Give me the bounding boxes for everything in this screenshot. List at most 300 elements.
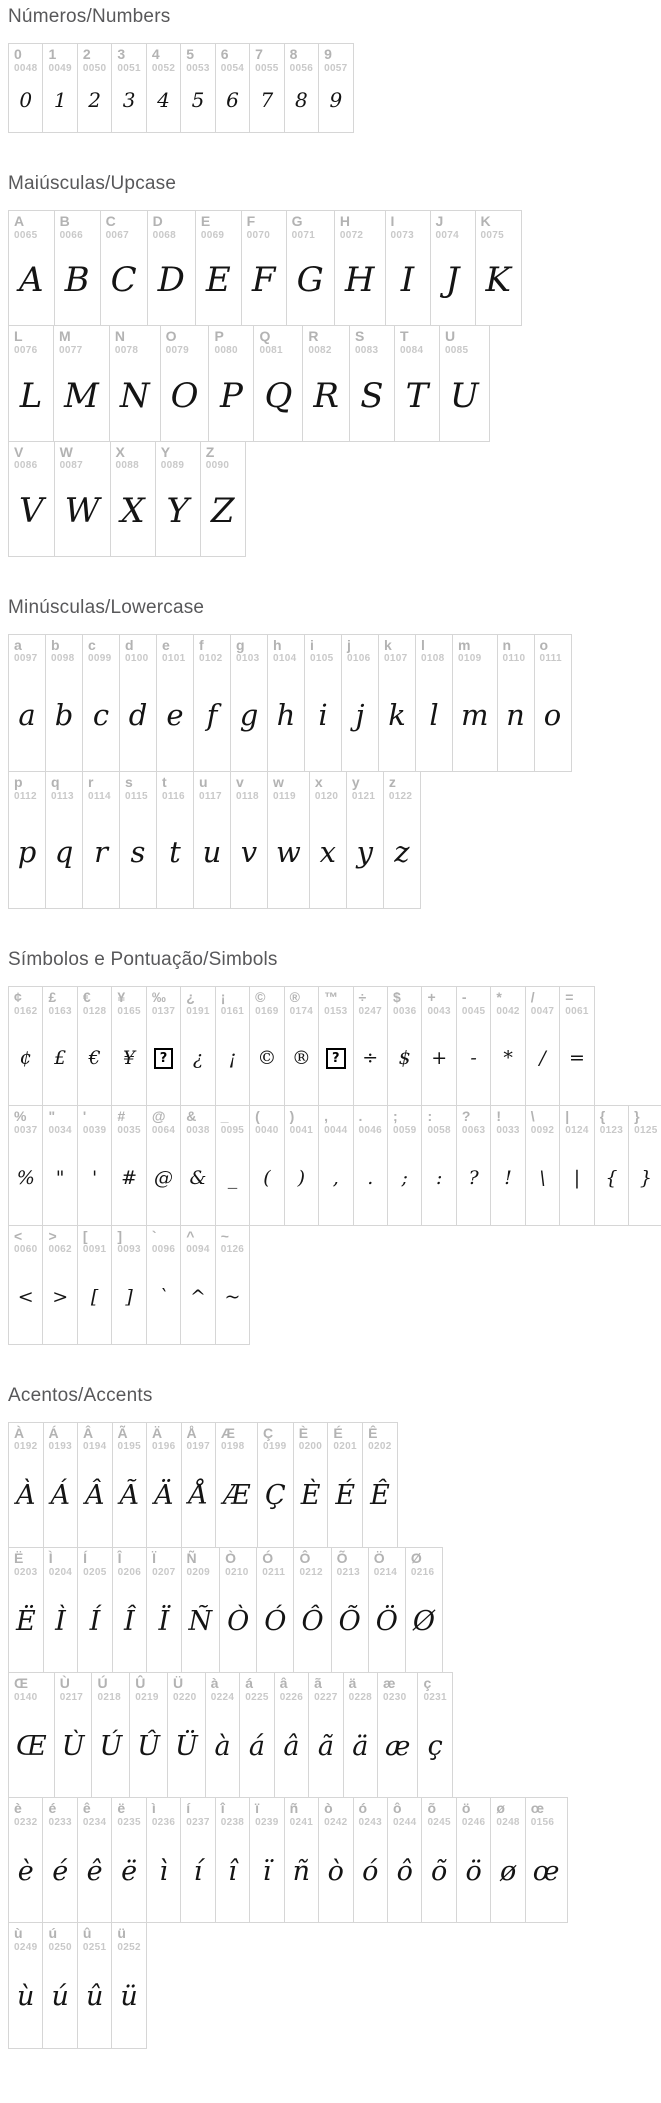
glyph-cell-header (535, 635, 571, 665)
glyph-cell (9, 1798, 42, 1922)
character-label: % (14, 1108, 27, 1125)
character-label: ê (82, 1800, 91, 1817)
character-code: 0121 (351, 790, 376, 802)
glyph-preview (44, 1578, 77, 1672)
glyph-row (8, 441, 246, 557)
character-label: Ô (299, 1549, 311, 1566)
character-code: 0232 (14, 1816, 38, 1828)
character-label: 8 (289, 46, 298, 62)
character-label: M (59, 328, 71, 345)
glyph-text: " (55, 1166, 65, 1189)
glyph-cell-header (9, 1226, 42, 1256)
glyph-text: ] (125, 1285, 133, 1308)
glyph-cell (387, 987, 421, 1105)
glyph-text: R (313, 375, 339, 416)
character-label: e (162, 636, 170, 653)
glyph-cell (239, 1673, 273, 1797)
character-label: * (496, 989, 502, 1006)
character-label: + (427, 989, 436, 1006)
glyph-cell-header (181, 1798, 214, 1828)
character-label: > (48, 1227, 57, 1244)
glyph-cell-header (491, 987, 524, 1017)
glyph-cell-header (285, 987, 318, 1017)
character-label: a (14, 636, 22, 653)
character-code: 0105 (310, 653, 334, 665)
character-code: 0251 (82, 1942, 107, 1954)
glyph-text: L (19, 375, 43, 416)
glyph-cell-header (43, 987, 76, 1017)
character-label: b (51, 636, 60, 653)
glyph-cell (193, 635, 230, 771)
glyph-cell (274, 1673, 308, 1797)
glyph-cell (77, 987, 111, 1105)
character-code: 0207 (152, 1566, 176, 1578)
glyph-cell-header (287, 211, 334, 241)
character-code: 0052 (151, 62, 176, 74)
glyph-cell-header (206, 1673, 239, 1703)
glyph-cell-header (9, 326, 53, 356)
character-label: î (220, 1800, 225, 1817)
glyph-text: { (605, 1166, 618, 1189)
character-code: 0066 (59, 229, 84, 241)
character-label: ® (289, 989, 300, 1006)
glyph-cell (9, 44, 42, 132)
character-code: 0055 (255, 62, 279, 74)
glyph-cell-header (231, 772, 267, 802)
character-code: 0119 (273, 790, 296, 802)
glyph-cell (346, 772, 383, 908)
character-code: 0106 (347, 653, 371, 665)
glyph-cell-header (350, 326, 394, 356)
glyph-text: J (445, 260, 460, 301)
character-code: 0046 (358, 1125, 382, 1136)
glyph-text: s (130, 835, 146, 870)
glyph-text: ; (401, 1166, 408, 1189)
character-label: k (384, 636, 392, 653)
glyph-text: l (429, 697, 439, 732)
character-code: 0081 (259, 345, 283, 357)
character-label: ù (14, 1925, 23, 1942)
glyph-cell-header (498, 635, 534, 665)
glyph-row (8, 1922, 147, 2048)
glyph-text: b (54, 697, 74, 732)
glyph-text: < (17, 1285, 34, 1308)
character-label: = (565, 989, 574, 1006)
glyph-cell-header (9, 1106, 42, 1136)
glyph-text: t (169, 835, 181, 870)
glyph-preview (491, 1828, 524, 1922)
glyph-preview (457, 1828, 490, 1922)
character-label: ¿ (186, 989, 195, 1006)
glyph-cell (318, 1106, 352, 1224)
character-label: m (458, 636, 471, 653)
glyph-cell (181, 1548, 220, 1672)
character-label: Ì (48, 1549, 53, 1566)
glyph-preview (431, 241, 475, 325)
glyph-cell-header (363, 1423, 397, 1453)
glyph-cell (42, 987, 76, 1105)
glyph-text: I (400, 260, 415, 301)
glyph-preview (9, 1017, 42, 1105)
glyph-preview (384, 802, 420, 908)
character-label: Í (83, 1549, 88, 1566)
glyph-cell-header (216, 1106, 249, 1136)
glyph-preview (161, 357, 209, 441)
character-label: J (435, 213, 444, 230)
glyph-text: ç (427, 1730, 443, 1762)
character-code: 0037 (14, 1125, 38, 1136)
glyph-text: Ó (264, 1605, 287, 1637)
character-code: 0056 (289, 62, 314, 74)
glyph-preview (9, 1703, 54, 1797)
glyph-cell-header (113, 1548, 146, 1578)
character-label: 6 (220, 46, 229, 62)
glyph-preview (216, 1017, 249, 1105)
glyph-cell (119, 772, 156, 908)
glyph-text: Ô (301, 1605, 324, 1637)
glyph-cell-header (181, 1106, 214, 1136)
glyph-text: 3 (122, 88, 136, 113)
glyph-cell-header (55, 1673, 92, 1703)
character-code: 0084 (399, 345, 424, 357)
glyph-cell-header (422, 1798, 455, 1828)
glyph-preview (78, 1453, 112, 1547)
character-code: 0054 (220, 62, 245, 74)
glyph-preview (148, 241, 195, 325)
glyph-preview (303, 357, 349, 441)
character-code: 0206 (117, 1566, 142, 1578)
glyph-preview (216, 1137, 249, 1225)
character-label: ò (324, 1800, 333, 1817)
glyph-text: Z (210, 490, 235, 531)
glyph-text: õ (431, 1855, 448, 1887)
glyph-cell (284, 1798, 318, 1922)
glyph-cell-header (354, 1798, 387, 1828)
glyph-preview (388, 1137, 421, 1225)
glyph-table (8, 43, 661, 133)
character-label: ` (151, 1227, 157, 1244)
glyph-cell (219, 1548, 256, 1672)
glyph-preview (491, 1137, 524, 1225)
glyph-cell-header (595, 1106, 628, 1136)
glyph-preview (9, 665, 45, 771)
glyph-text: € (88, 1047, 101, 1070)
character-code: 0040 (255, 1125, 279, 1136)
character-label: ñ (289, 1800, 299, 1817)
glyph-text: c (92, 697, 110, 732)
glyph-text: ï (262, 1855, 272, 1887)
character-label: H (339, 213, 350, 230)
glyph-text: à (214, 1730, 231, 1762)
glyph-cell (77, 1798, 111, 1922)
glyph-cell (327, 1423, 362, 1547)
glyph-preview (78, 1578, 111, 1672)
glyph-preview (457, 1017, 490, 1105)
glyph-cell-header (344, 1673, 377, 1703)
glyph-text: â (283, 1730, 300, 1762)
glyph-text: ñ (292, 1855, 311, 1887)
glyph-cell-header (310, 772, 346, 802)
character-code: 0224 (210, 1691, 235, 1703)
glyph-preview (491, 1017, 524, 1105)
glyph-preview (418, 1703, 451, 1797)
glyph-text: u (202, 835, 222, 870)
glyph-cell-header (112, 1106, 145, 1136)
character-label: ä (348, 1675, 357, 1692)
glyph-preview (9, 241, 54, 325)
glyph-cell-header (194, 772, 230, 802)
character-code: 0200 (298, 1441, 323, 1453)
glyph-text: x (319, 835, 336, 870)
glyph-row (8, 1547, 443, 1673)
glyph-cell (112, 1423, 147, 1547)
character-code: 0033 (496, 1125, 520, 1136)
glyph-text: E (205, 260, 231, 301)
glyph-cell-header (406, 1548, 442, 1578)
glyph-cell (341, 635, 378, 771)
character-code: 0165 (117, 1005, 141, 1017)
glyph-cell-header (101, 211, 147, 241)
character-code: 0118 (236, 790, 259, 802)
glyph-cell-header (9, 635, 45, 665)
glyph-cell (302, 326, 349, 440)
glyph-cell-header (182, 1548, 220, 1578)
character-label: [ (82, 1227, 88, 1244)
glyph-text: ¥ (123, 1047, 136, 1070)
glyph-preview (354, 1828, 387, 1922)
glyph-text: f (206, 697, 218, 732)
glyph-cell-header (319, 44, 352, 74)
glyph-text: e (166, 697, 184, 732)
glyph-preview (629, 1137, 661, 1225)
character-label: ^ (186, 1227, 195, 1244)
character-code: 0045 (461, 1005, 486, 1017)
character-label: A (14, 213, 25, 230)
character-code: 0201 (333, 1441, 357, 1453)
glyph-text: B (64, 260, 90, 301)
glyph-cell (111, 987, 145, 1105)
glyph-cell-header (78, 1548, 111, 1578)
character-code: 0049 (48, 62, 72, 74)
character-label: I (390, 213, 395, 230)
glyph-cell (559, 1106, 593, 1224)
glyph-cell-header (395, 326, 439, 356)
glyph-cell (215, 1423, 257, 1547)
character-code: 0235 (117, 1816, 141, 1828)
glyph-cell-header (457, 987, 490, 1017)
character-code: 0248 (496, 1816, 520, 1828)
glyph-text: j (355, 697, 365, 732)
character-code: 0102 (199, 653, 223, 665)
character-label: \ (530, 1108, 535, 1125)
glyph-cell-header (388, 987, 421, 1017)
glyph-preview (43, 74, 76, 132)
character-code: 0234 (82, 1816, 107, 1828)
glyph-preview (9, 1954, 42, 2048)
glyph-preview (54, 357, 109, 441)
glyph-cell (525, 1798, 567, 1922)
character-label: | (565, 1108, 570, 1125)
glyph-preview (220, 1578, 256, 1672)
glyph-cell-header (491, 1798, 524, 1828)
glyph-cell-header (201, 442, 245, 472)
glyph-preview (275, 1703, 308, 1797)
glyph-cell-header (257, 1548, 293, 1578)
glyph-cell-header (78, 1798, 111, 1828)
glyph-cell-header (285, 1798, 318, 1828)
glyph-cell (146, 1423, 181, 1547)
glyph-preview (369, 1578, 405, 1672)
glyph-preview (526, 1828, 567, 1922)
character-label: ¥ (117, 989, 126, 1006)
glyph-preview (44, 1453, 78, 1547)
character-code: 0086 (14, 460, 38, 472)
character-code: 0043 (427, 1005, 451, 1017)
character-label: i (310, 636, 314, 653)
glyph-text: Q (264, 375, 293, 416)
glyph-cell-header (250, 1798, 283, 1828)
character-label: 9 (324, 46, 332, 62)
character-label: F (246, 213, 256, 230)
glyph-cell-header (9, 1423, 43, 1453)
character-label: 1 (48, 46, 57, 62)
glyph-preview (147, 1828, 180, 1922)
glyph-text: Ü (175, 1730, 198, 1762)
glyph-cell-header (111, 442, 155, 472)
glyph-preview (9, 1828, 42, 1922)
glyph-preview (9, 357, 53, 441)
glyph-cell (456, 987, 490, 1105)
character-label: S (354, 328, 365, 345)
character-label: Ø (410, 1549, 422, 1566)
glyph-preview (335, 241, 385, 325)
character-label: v (236, 773, 244, 790)
glyph-preview (9, 802, 45, 908)
glyph-cell-header (112, 44, 145, 74)
glyph-text: * (503, 1047, 513, 1070)
glyph-text: # (121, 1166, 138, 1189)
character-code: 0072 (339, 229, 364, 241)
glyph-cell (77, 44, 111, 132)
glyph-cell (160, 326, 209, 440)
glyph-text: n (506, 697, 525, 732)
glyph-cell-header (347, 772, 383, 802)
character-code: 0218 (97, 1691, 121, 1703)
glyph-cell-header (43, 1226, 76, 1256)
character-code: 0153 (324, 1005, 348, 1017)
character-code: 0096 (151, 1244, 176, 1256)
glyph-text: & (189, 1166, 207, 1189)
character-code: 0100 (125, 653, 149, 665)
glyph-cell-header (386, 211, 430, 241)
glyph-cell (77, 1548, 111, 1672)
glyph-preview (216, 1453, 257, 1547)
character-code: 0247 (358, 1005, 382, 1017)
glyph-cell-header (157, 772, 193, 802)
glyph-cell (293, 1423, 328, 1547)
glyph-cell (54, 1673, 92, 1797)
glyph-preview (422, 1828, 455, 1922)
glyph-text: _ (227, 1166, 238, 1189)
glyph-preview (55, 241, 100, 325)
section-symbols (8, 949, 661, 1345)
glyph-cell-header (457, 1106, 490, 1136)
character-label: õ (427, 1800, 436, 1817)
glyph-cell-header (440, 326, 489, 356)
glyph-cell (9, 1423, 43, 1547)
glyph-cell (215, 1226, 249, 1344)
glyph-preview (310, 802, 346, 908)
character-code: 0108 (421, 653, 445, 665)
glyph-preview (363, 1453, 397, 1547)
character-code: 0205 (83, 1566, 107, 1578)
character-label: Î (117, 1549, 122, 1566)
glyph-cell (54, 442, 110, 556)
glyph-preview (181, 1828, 214, 1922)
character-code: 0051 (117, 62, 141, 74)
glyph-text: % (16, 1166, 35, 1189)
glyph-text: q (54, 835, 74, 870)
character-code: 0137 (151, 1005, 176, 1017)
character-code: 0073 (390, 229, 414, 241)
character-label: : (427, 1108, 433, 1125)
glyph-row (8, 634, 572, 772)
glyph-preview (156, 472, 200, 556)
character-code: 0163 (48, 1005, 72, 1017)
glyph-cell (193, 772, 230, 908)
character-label: ô (392, 1800, 402, 1817)
glyph-text: Ú (99, 1730, 123, 1762)
character-label: $ (392, 989, 401, 1006)
glyph-cell-header (83, 772, 119, 802)
section-title: Minúsculas/Lowercase (8, 596, 205, 618)
glyph-cell-header (9, 44, 42, 74)
glyph-text: h (276, 697, 296, 732)
section-accents (8, 1385, 661, 2049)
glyph-preview (309, 1703, 342, 1797)
glyph-preview (526, 1017, 559, 1105)
character-label: g (236, 636, 245, 653)
glyph-preview (560, 1017, 593, 1105)
glyph-preview (83, 665, 119, 771)
glyph-cell-header (328, 1423, 362, 1453)
glyph-preview (268, 802, 309, 908)
glyph-cell (156, 772, 193, 908)
glyph-cell (215, 1798, 249, 1922)
character-code: 0112 (14, 790, 37, 802)
character-code: 0230 (383, 1691, 407, 1703)
glyph-text: Ñ (188, 1605, 213, 1637)
character-label: Á (48, 1424, 59, 1441)
glyph-cell-header (526, 1106, 559, 1136)
glyph-text: û (85, 1981, 104, 2013)
glyph-text: P (220, 375, 243, 416)
glyph-cell-header (9, 1548, 43, 1578)
glyph-cell (256, 1548, 293, 1672)
glyph-preview (182, 1578, 220, 1672)
glyph-preview (595, 1137, 628, 1225)
character-code: 0044 (324, 1125, 348, 1136)
glyph-preview (130, 1703, 167, 1797)
glyph-preview (9, 1453, 43, 1547)
glyph-cell (385, 211, 430, 325)
glyph-text: D (157, 260, 185, 301)
glyph-cell-header (130, 1673, 167, 1703)
glyph-preview (78, 1137, 111, 1225)
glyph-preview (120, 665, 156, 771)
glyph-cell (349, 326, 394, 440)
glyph-cell-header (384, 772, 420, 802)
